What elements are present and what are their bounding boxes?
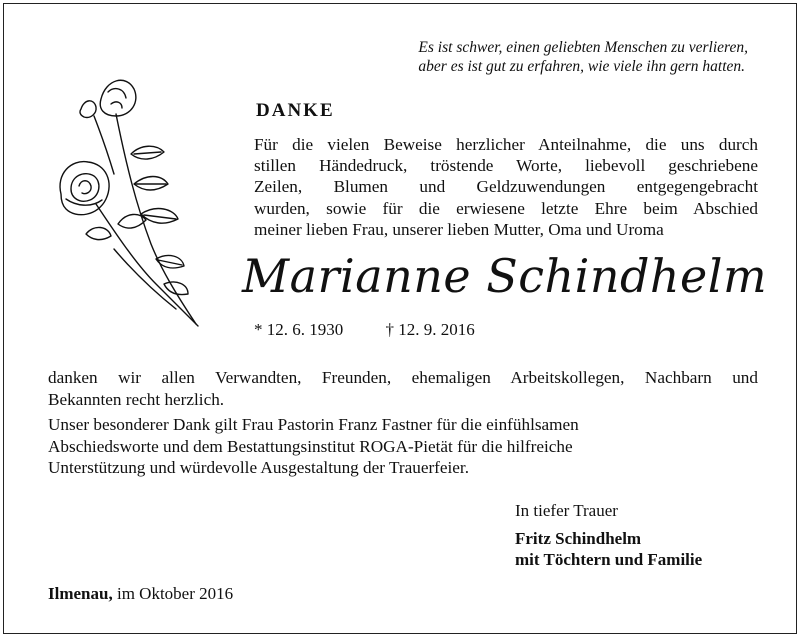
body-line: Abschiedsworte und dem Bestattungsinstitut ROGA-Pietät für die hilfreiche [48, 436, 573, 456]
signature-name: Fritz Schindhelm [515, 528, 642, 548]
signature-block [515, 500, 702, 571]
thanks-body-paragraph [48, 367, 758, 479]
birth-date: * 12. 6. 1930 [254, 320, 344, 339]
place-and-date [48, 584, 233, 604]
body-line: Bekannten recht herzlich. [48, 389, 225, 409]
deceased-name: Marianne Schindhelm [242, 249, 768, 303]
thanks-intro-paragraph [254, 134, 758, 240]
intro-line: stillen Händedruck, tröstende Worte, liebevoll geschriebene [254, 156, 758, 176]
place-date: im Oktober 2016 [116, 584, 234, 603]
body-line: Unterstützung und würdevolle Ausgestaltung der Trauerfeier. [48, 458, 470, 477]
signature-family: mit Töchtern und Familie [515, 550, 703, 569]
intro-line: wurden, sowie für die erwiesene letzte Ehre beim Abschied [254, 198, 758, 218]
motto-line-1: Es ist schwer, einen geliebten Menschen zu verlieren, [418, 39, 748, 56]
motto-line-2: aber es ist gut zu erfahren, wie viele ihn gern hatten. [418, 58, 746, 75]
signature-intro: In tiefer Trauer [515, 501, 618, 520]
death-date: † 12. 9. 2016 [385, 320, 475, 339]
heading-danke: DANKE [256, 100, 335, 121]
body-line: danken wir allen Verwandten, Freunden, ehemaligen Arbeitskollegen, Nachbarn und [48, 368, 758, 387]
obituary-notice [3, 3, 797, 634]
motto-quote [418, 38, 748, 76]
intro-line: meiner lieben Frau, unserer lieben Mutter, Oma und Uroma [254, 219, 664, 239]
intro-line: Für die vielen Beweise herzlicher Anteilnahme, die uns durch [254, 135, 758, 154]
life-dates [254, 320, 475, 340]
rose-drawing-icon [56, 74, 206, 334]
intro-line: Zeilen, Blumen und Geldzuwendungen entgegengebracht [254, 177, 758, 197]
place-city: Ilmenau, [48, 584, 113, 603]
body-line: Unser besonderer Dank gilt Frau Pastorin Franz Fastner für die einfühlsamen [48, 415, 579, 434]
